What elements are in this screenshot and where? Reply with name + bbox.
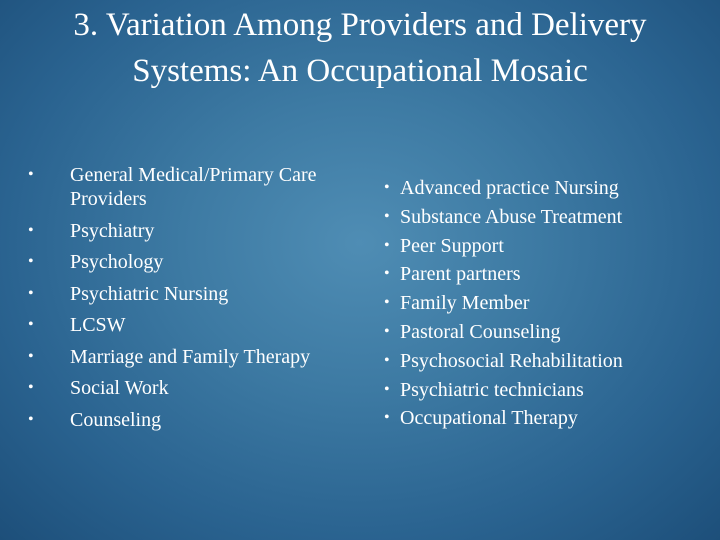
list-item [384,260,714,289]
list-item [384,376,714,405]
list-item-label: Psychiatry [70,219,155,242]
list-item-label: LCSW [70,314,126,336]
bullet-icon: • [28,316,34,333]
list-item [28,282,328,306]
list-item-label: Psychiatric technicians [400,378,584,401]
list-item [28,345,328,369]
list-item-label: Pastoral Counseling [400,320,561,343]
bullet-icon: • [384,322,390,340]
list-item-label: Psychology [70,251,164,273]
bullet-icon: • [384,179,390,196]
list-item-label: Occupational Therapy [400,407,578,430]
list-item [384,289,714,318]
list-item [28,313,328,337]
list-item [28,376,328,400]
bullet-icon: • [28,284,34,302]
list-item-label: Counseling [70,408,162,431]
list-item [384,232,714,261]
bullet-icon: • [28,379,34,396]
bullet-icon: • [28,347,34,365]
bullet-icon: • [384,409,390,427]
list-item-label: Psychosocial Rehabilitation [400,349,623,372]
list-item-label: Parent partners [400,263,521,286]
list-item [28,250,328,274]
list-item [28,219,328,243]
bullet-icon: • [384,207,390,225]
list-item [28,163,328,211]
bullet-icon: • [28,253,34,270]
list-item-label: Substance Abuse Treatment [400,205,623,228]
slide-title: 3. Variation Among Providers and Delivery Systems: An Occupational Mosaic [73,7,647,89]
bullet-icon: • [28,221,34,239]
bullet-icon: • [28,166,34,183]
right-bullet-list [384,174,714,433]
list-item-label: General Medical/Primary Care Providers [70,164,317,210]
list-item-label: Marriage and Family Therapy [70,345,311,368]
list-item [28,408,328,432]
list-item [384,404,714,433]
bullet-icon: • [384,265,390,283]
bullet-icon: • [384,380,390,398]
list-item [384,318,714,347]
list-item-label: Psychiatric Nursing [70,282,229,305]
bullet-icon: • [384,236,390,254]
bullet-icon: • [28,410,34,428]
left-bullet-list [28,163,328,439]
list-item-label: Peer Support [400,234,504,257]
list-item-label: Family Member [400,292,530,315]
list-item [384,174,714,203]
list-item-label: Advanced practice Nursing [400,177,619,199]
bullet-icon: • [384,294,390,312]
bullet-icon: • [384,351,390,369]
list-item-label: Social Work [70,377,169,399]
list-item [384,347,714,376]
list-item [384,203,714,232]
